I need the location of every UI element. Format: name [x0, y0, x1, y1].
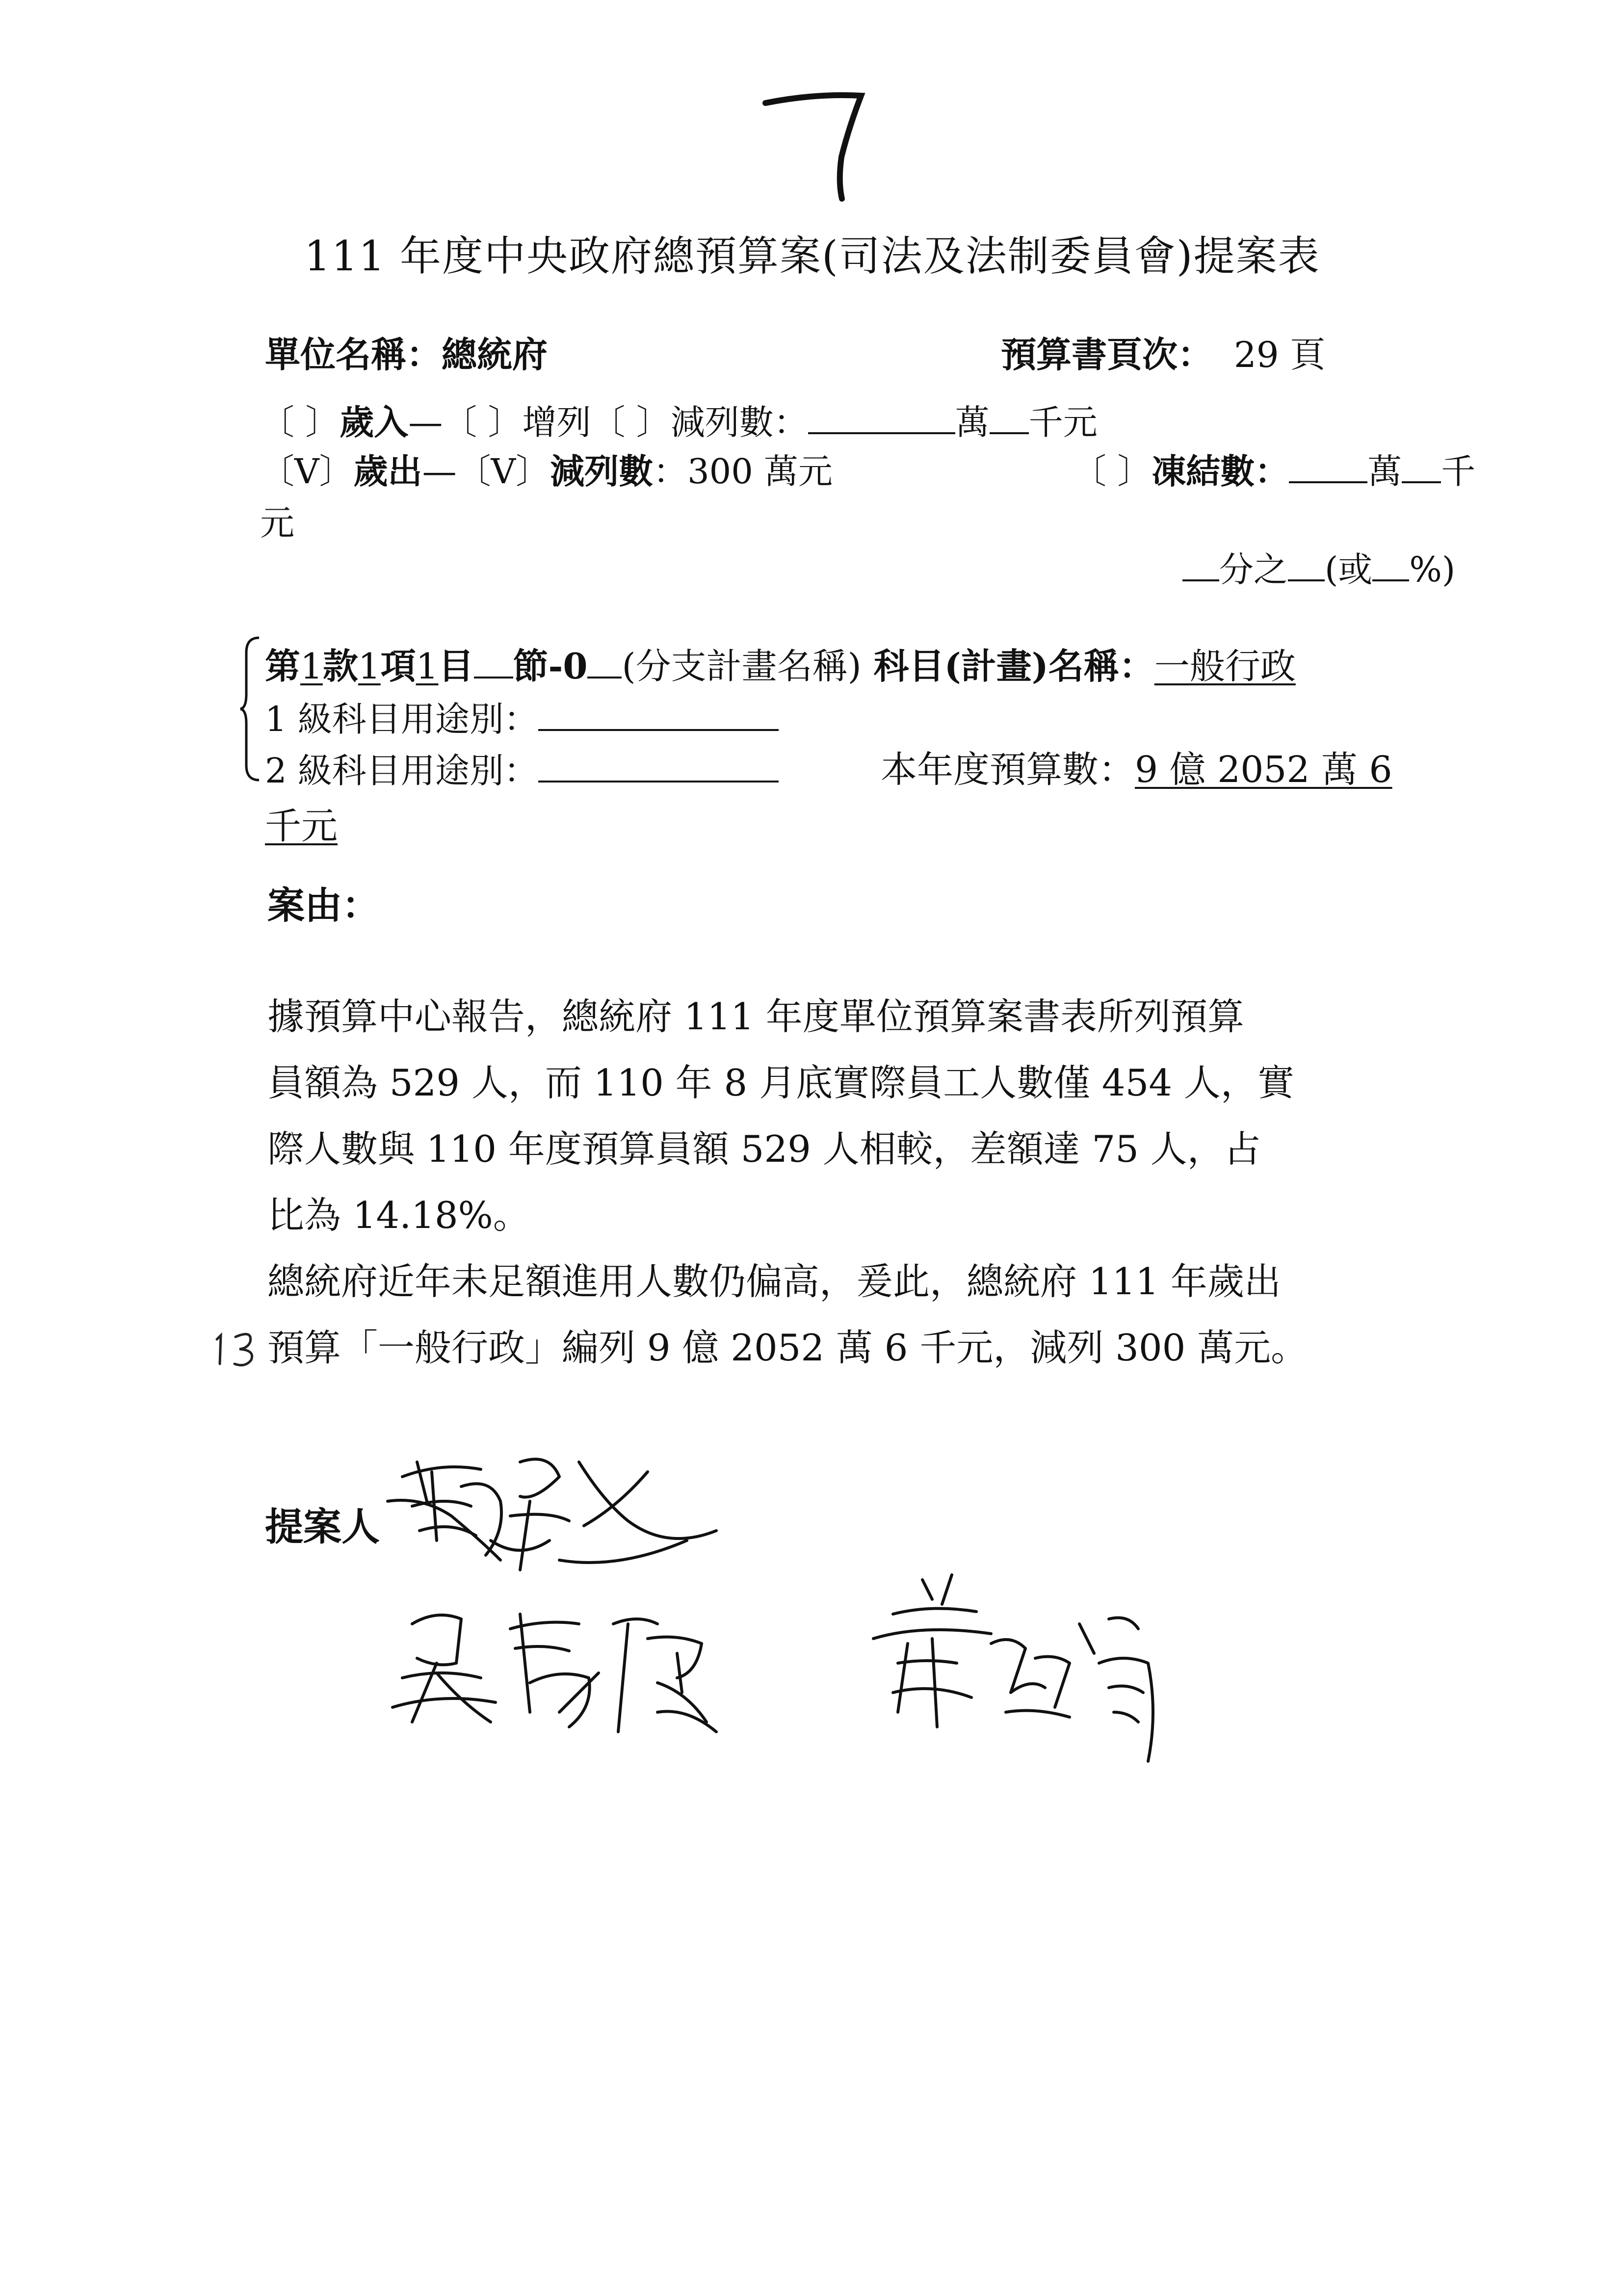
signature-3 — [864, 1565, 1178, 1771]
budget-page-value: 29 頁 — [1233, 334, 1326, 375]
signature-2 — [383, 1594, 756, 1756]
unit-label: 單位名稱： — [265, 334, 442, 375]
increase-label: 增列 — [522, 402, 591, 443]
freeze-qian: 千 — [1441, 451, 1476, 492]
item-jie-after-blank[interactable] — [587, 641, 622, 678]
freeze-wan-blank[interactable] — [1289, 447, 1367, 483]
expenditure-checkbox[interactable]: 〔V〕 — [260, 451, 354, 492]
ratio-pct: %) — [1409, 549, 1456, 590]
revenue-dash: — — [408, 402, 443, 443]
ratio-fen: 分之 — [1219, 549, 1288, 590]
expenditure-label: 歲出 — [353, 451, 422, 492]
revenue-wan: 萬 — [955, 402, 990, 443]
revenue-qian-blank[interactable] — [990, 398, 1029, 434]
level1-label: 1 級科目用途別： — [265, 699, 538, 739]
level2-blank[interactable] — [538, 746, 779, 783]
level2-label: 2 級科目用途別： — [265, 751, 538, 791]
expenditure-amount: ：300 萬元 — [653, 451, 833, 492]
annual-budget-value-a: 9 億 2052 萬 6 — [1135, 749, 1392, 791]
item-subject-value[interactable]: 一般行政 — [1154, 646, 1296, 687]
freeze-field — [1072, 444, 1475, 494]
budget-page — [1001, 326, 1325, 377]
expenditure-dash: — — [422, 451, 457, 492]
item-subject-label: 科目(計畫)名稱： — [873, 645, 1154, 687]
item-line — [265, 638, 1296, 689]
decrease-checkbox[interactable]: 〔 〕 — [591, 402, 671, 443]
annual-budget — [881, 741, 1392, 793]
unit-value: 總統府 — [442, 334, 548, 375]
item-kuan[interactable]: 1 — [300, 646, 323, 687]
revenue-line — [260, 395, 1098, 444]
reason-line-4: 比為 14.18%。 — [267, 1194, 530, 1237]
item-di: 第 — [265, 645, 301, 687]
freeze-qian-blank[interactable] — [1402, 447, 1441, 483]
reason-body — [267, 984, 1308, 1381]
proposer-label: 提案人 — [265, 1505, 380, 1549]
reason-line-2: 員額為 529 人，而 110 年 8 月底實際員工人數僅 454 人，實 — [267, 1061, 1294, 1104]
unit-name — [265, 326, 548, 377]
level2-row — [265, 743, 779, 793]
reason-line-5: 總統府近年未足額進用人數仍偏高，爰此，總統府 111 年歲出 — [267, 1260, 1281, 1303]
signature-1 — [373, 1442, 746, 1604]
item-mu[interactable]: 1 — [416, 646, 439, 687]
ratio-denominator-blank[interactable] — [1288, 545, 1325, 581]
ratio-percent-blank[interactable] — [1372, 545, 1409, 581]
level1-row — [265, 692, 779, 741]
reason-line-3: 際人數與 110 年度預算員額 529 人相較，差額達 75 人，占 — [267, 1127, 1261, 1171]
item-kuan-label: 款 — [322, 645, 358, 687]
margin-note — [211, 1325, 270, 1369]
ratio-huo: (或 — [1325, 549, 1373, 590]
item-bracket — [240, 635, 265, 783]
revenue-wan-blank[interactable] — [808, 398, 955, 434]
item-branch: (分支計畫名稱) — [622, 646, 862, 687]
item-jie-label: 節-0 — [513, 645, 588, 687]
annual-budget-label: 本年度預算數： — [881, 749, 1135, 791]
page-number-mark — [756, 83, 883, 211]
ratio-line — [1182, 542, 1455, 592]
level1-blank[interactable] — [538, 695, 779, 731]
freeze-label: 凍結數： — [1152, 451, 1289, 492]
revenue-qianyuan: 千元 — [1028, 402, 1098, 443]
expenditure-decrease-label: 減列數 — [550, 451, 654, 492]
expenditure-line — [260, 444, 833, 494]
item-xiang-label: 項 — [380, 645, 416, 687]
reason-line-1: 據預算中心報告，總統府 111 年度單位預算案書表所列預算 — [267, 995, 1244, 1038]
freeze-wan: 萬 — [1367, 451, 1402, 492]
page-title: 111 年度中央政府總預算案(司法及法制委員會)提案表 — [304, 232, 1320, 280]
ratio-numerator-blank[interactable] — [1182, 545, 1219, 581]
annual-budget-value-b: 千元 — [265, 805, 338, 847]
reason-label: 案由： — [267, 884, 379, 927]
freeze-yuan: 元 — [260, 503, 294, 543]
reason-line-6: 預算「一般行政」編列 9 億 2052 萬 6 千元，減列 300 萬元。 — [267, 1326, 1308, 1369]
decrease-label: 減列數： — [670, 402, 808, 443]
item-mu-label: 目 — [438, 645, 474, 687]
revenue-label: 歲入 — [340, 402, 409, 443]
item-xiang[interactable]: 1 — [358, 646, 381, 687]
budget-page-label: 預算書頁次： — [1001, 334, 1213, 375]
expenditure-decrease-checkbox[interactable]: 〔V〕 — [456, 451, 550, 492]
freeze-checkbox[interactable]: 〔 〕 — [1072, 451, 1152, 492]
increase-checkbox[interactable]: 〔 〕 — [443, 402, 523, 443]
item-jie-blank[interactable] — [474, 641, 513, 678]
revenue-checkbox[interactable]: 〔 〕 — [260, 402, 340, 443]
